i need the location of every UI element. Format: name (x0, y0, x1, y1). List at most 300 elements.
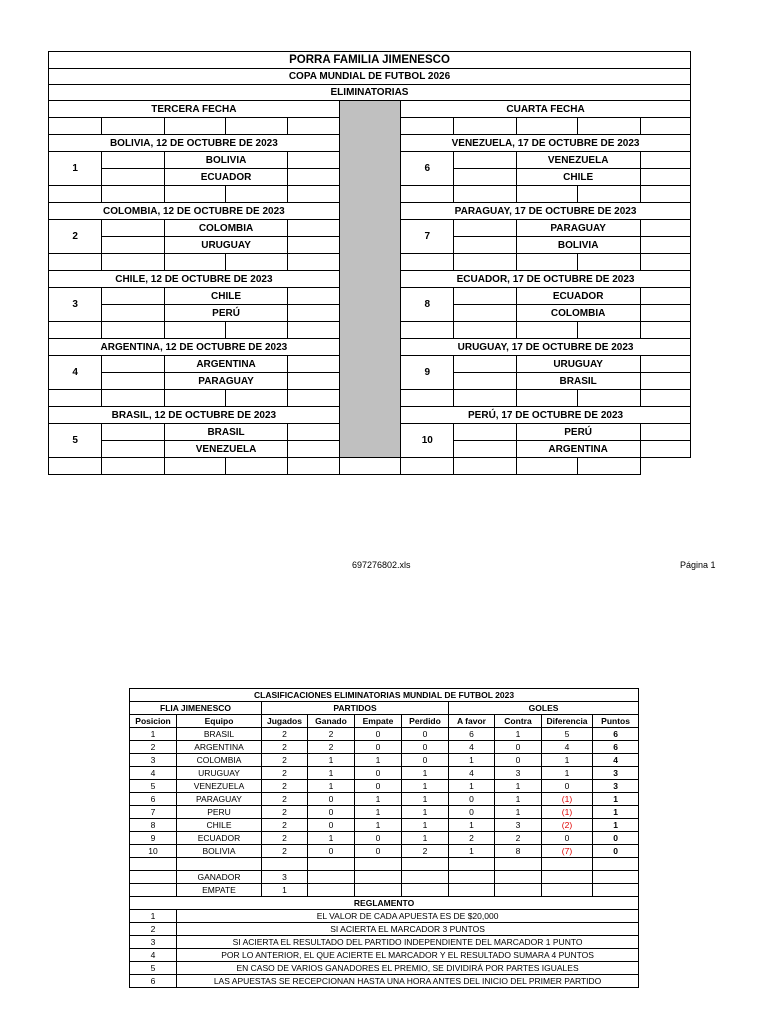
points-cell: 0 (593, 845, 639, 858)
position-cell: 4 (130, 767, 177, 780)
left-number-cell (49, 186, 102, 203)
rule-number: 3 (130, 936, 177, 949)
left-bet-cell (288, 322, 339, 339)
rule-row (130, 923, 639, 936)
rule-text: EN CASO DE VARIOS GANADORES EL PREMIO, SE DIVIDIRÁ POR PARTES IGUALES (177, 962, 639, 975)
team-cell: VENEZUELA (177, 780, 262, 793)
goals-against-cell: 2 (495, 832, 542, 845)
right-bet-cell (516, 458, 577, 475)
goals-against-cell: 1 (495, 728, 542, 741)
rule-text: SI ACIERTA EL RESULTADO DEL PARTIDO INDEPENDIENTE DEL MARCADOR 1 PUNTO (177, 936, 639, 949)
right-match-number: 10 (401, 424, 454, 458)
left-score-cell (102, 424, 164, 441)
left-number-cell (49, 118, 102, 135)
rules-title: REGLAMENTO (130, 897, 639, 910)
right-bet-cell (578, 254, 640, 271)
right-home-team: PERÚ (516, 424, 640, 441)
position-cell: 7 (130, 806, 177, 819)
blank-cell (308, 858, 355, 871)
right-bet-cell (578, 458, 640, 475)
column-header: Ganado (308, 715, 355, 728)
goals-for-cell: 1 (449, 780, 495, 793)
footer-page-number: Página 1 (680, 560, 716, 570)
rule-row (130, 949, 639, 962)
left-bet-cell (288, 186, 339, 203)
blank-cell (402, 871, 449, 884)
right-bet-cell (516, 118, 577, 135)
drawn-cell: 0 (355, 767, 402, 780)
standings-row (130, 806, 639, 819)
goals-for-cell: 2 (449, 832, 495, 845)
points-cell: 4 (593, 754, 639, 767)
left-score-cell (288, 305, 339, 322)
right-bet-cell (516, 322, 577, 339)
center-divider (339, 101, 400, 458)
standings-title-row (130, 689, 639, 702)
blank-cell (308, 871, 355, 884)
right-score-cell (454, 152, 516, 169)
left-bet-cell (102, 254, 164, 271)
lost-cell: 1 (402, 780, 449, 793)
blank-cell (495, 858, 542, 871)
points-label: GANADOR (177, 871, 262, 884)
position-cell: 8 (130, 819, 177, 832)
porra-table (48, 51, 691, 475)
left-number-cell (49, 254, 102, 271)
lost-cell: 0 (402, 754, 449, 767)
blank-cell (495, 871, 542, 884)
rule-text: LAS APUESTAS SE RECEPCIONAN HASTA UNA HORA ANTES DEL INICIO DEL PRIMER PARTIDO (177, 975, 639, 988)
team-cell: ECUADOR (177, 832, 262, 845)
drawn-cell: 0 (355, 845, 402, 858)
points-cell: 3 (593, 767, 639, 780)
won-cell: 1 (308, 780, 355, 793)
goals-for-cell: 1 (449, 819, 495, 832)
left-score-cell (102, 441, 164, 458)
right-score-cell (640, 169, 690, 186)
right-match-venue: URUGUAY, 17 DE OCTUBRE DE 2023 (401, 339, 691, 356)
right-score-cell (454, 288, 516, 305)
right-bet-cell (454, 458, 516, 475)
left-match-number: 2 (49, 220, 102, 254)
blank-cell (542, 884, 593, 897)
rules-title-row (130, 897, 639, 910)
won-cell: 0 (308, 819, 355, 832)
left-score-cell (288, 356, 339, 373)
blank-cell (542, 871, 593, 884)
left-away-team: PARAGUAY (164, 373, 288, 390)
lost-cell: 2 (402, 845, 449, 858)
lost-cell: 0 (402, 728, 449, 741)
left-match-number: 3 (49, 288, 102, 322)
blank-cell (402, 858, 449, 871)
drawn-cell: 0 (355, 728, 402, 741)
position-cell: 1 (130, 728, 177, 741)
lost-cell: 1 (402, 767, 449, 780)
points-cell: 1 (593, 806, 639, 819)
position-cell: 2 (130, 741, 177, 754)
left-bet-cell (164, 390, 225, 407)
goal-difference-cell: 1 (542, 767, 593, 780)
goals-against-cell: 1 (495, 806, 542, 819)
blank-cell (449, 858, 495, 871)
lost-cell: 1 (402, 793, 449, 806)
right-away-team: BRASIL (516, 373, 640, 390)
position-cell: 9 (130, 832, 177, 845)
won-cell: 0 (308, 806, 355, 819)
blank-cell (262, 858, 308, 871)
lost-cell: 0 (402, 741, 449, 754)
right-score-cell (454, 373, 516, 390)
team-cell: CHILE (177, 819, 262, 832)
played-cell: 2 (262, 806, 308, 819)
left-bet-cell (288, 118, 339, 135)
footer-filename: 697276802.xls (352, 560, 411, 570)
left-match-venue: COLOMBIA, 12 DE OCTUBRE DE 2023 (49, 203, 340, 220)
rule-text: EL VALOR DE CADA APUESTA ES DE $20,000 (177, 910, 639, 923)
goals-for-cell: 4 (449, 741, 495, 754)
left-score-cell (102, 288, 164, 305)
right-number-cell (401, 254, 454, 271)
right-bet-cell (640, 186, 690, 203)
column-header: Empate (355, 715, 402, 728)
standings-title: CLASIFICACIONES ELIMINATORIAS MUNDIAL DE FUTBOL 2023 (130, 689, 639, 702)
left-score-cell (288, 169, 339, 186)
rule-text: SI ACIERTA EL MARCADOR 3 PUNTOS (177, 923, 639, 936)
goals-against-cell: 1 (495, 793, 542, 806)
won-cell: 1 (308, 767, 355, 780)
won-cell: 1 (308, 754, 355, 767)
right-home-team: URUGUAY (516, 356, 640, 373)
blank-cell (593, 871, 639, 884)
column-header: Diferencia (542, 715, 593, 728)
goals-against-cell: 8 (495, 845, 542, 858)
left-bet-cell (102, 322, 164, 339)
rule-row (130, 936, 639, 949)
porra-stage: ELIMINATORIAS (49, 85, 691, 101)
column-header: Jugados (262, 715, 308, 728)
blank-cell (593, 858, 639, 871)
drawn-cell: 1 (355, 819, 402, 832)
right-score-cell (454, 441, 516, 458)
left-score-cell (102, 373, 164, 390)
points-cell: 3 (593, 780, 639, 793)
points-row (130, 884, 639, 897)
column-header: Equipo (177, 715, 262, 728)
points-cell: 6 (593, 741, 639, 754)
left-bet-cell (288, 390, 339, 407)
right-score-cell (640, 288, 690, 305)
blank-cell (130, 858, 177, 871)
left-score-cell (102, 356, 164, 373)
played-cell: 2 (262, 780, 308, 793)
right-match-number: 9 (401, 356, 454, 390)
rule-number: 4 (130, 949, 177, 962)
lost-cell: 1 (402, 819, 449, 832)
right-bet-cell (578, 390, 640, 407)
points-label: EMPATE (177, 884, 262, 897)
goal-difference-cell: (1) (542, 793, 593, 806)
won-cell: 0 (308, 845, 355, 858)
played-cell: 2 (262, 741, 308, 754)
blank-cell (308, 884, 355, 897)
won-cell: 2 (308, 728, 355, 741)
goals-against-cell: 0 (495, 741, 542, 754)
left-match-venue: CHILE, 12 DE OCTUBRE DE 2023 (49, 271, 340, 288)
right-match-venue: ECUADOR, 17 DE OCTUBRE DE 2023 (401, 271, 691, 288)
goals-for-cell: 4 (449, 767, 495, 780)
blank-cell (355, 884, 402, 897)
won-cell: 2 (308, 741, 355, 754)
right-home-team: VENEZUELA (516, 152, 640, 169)
blank-cell (130, 871, 177, 884)
goals-for-cell: 1 (449, 754, 495, 767)
column-header: Puntos (593, 715, 639, 728)
goals-against-cell: 0 (495, 754, 542, 767)
standings-row (130, 819, 639, 832)
left-bet-cell (226, 186, 288, 203)
blank-cell (542, 858, 593, 871)
drawn-cell: 1 (355, 806, 402, 819)
goal-difference-cell: (2) (542, 819, 593, 832)
blank-cell (130, 884, 177, 897)
right-bet-cell (516, 254, 577, 271)
position-cell: 5 (130, 780, 177, 793)
rule-row (130, 975, 639, 988)
right-bet-cell (516, 186, 577, 203)
right-number-cell (401, 186, 454, 203)
rule-row (130, 962, 639, 975)
right-away-team: BOLIVIA (516, 237, 640, 254)
right-number-cell (401, 390, 454, 407)
blank-cell (593, 884, 639, 897)
played-cell: 2 (262, 728, 308, 741)
points-cell: 1 (593, 819, 639, 832)
goal-difference-cell: 5 (542, 728, 593, 741)
left-bet-cell (164, 118, 225, 135)
left-bet-cell (102, 186, 164, 203)
column-header: Posicion (130, 715, 177, 728)
played-cell: 2 (262, 819, 308, 832)
group-goals-header: GOLES (449, 702, 639, 715)
right-score-cell (454, 424, 516, 441)
lost-cell: 1 (402, 806, 449, 819)
points-row (130, 871, 639, 884)
right-bet-cell (401, 458, 454, 475)
left-number-cell (49, 458, 102, 475)
right-bet-cell (640, 254, 690, 271)
right-match-number: 8 (401, 288, 454, 322)
goals-for-cell: 0 (449, 793, 495, 806)
drawn-cell: 0 (355, 832, 402, 845)
blank-cell (177, 858, 262, 871)
left-score-cell (102, 237, 164, 254)
won-cell: 1 (308, 832, 355, 845)
subtitle-row (49, 69, 691, 85)
left-bet-cell (226, 118, 288, 135)
left-away-team: VENEZUELA (164, 441, 288, 458)
right-score-cell (640, 305, 690, 322)
stage-row (49, 85, 691, 101)
left-bet-cell (102, 458, 164, 475)
left-match-venue: BRASIL, 12 DE OCTUBRE DE 2023 (49, 407, 340, 424)
right-score-cell (640, 373, 690, 390)
right-match-venue: VENEZUELA, 17 DE OCTUBRE DE 2023 (401, 135, 691, 152)
rule-row (130, 910, 639, 923)
team-cell: ARGENTINA (177, 741, 262, 754)
right-bet-cell (578, 186, 640, 203)
group-matches-header: PARTIDOS (262, 702, 449, 715)
standings-row (130, 780, 639, 793)
left-score-cell (288, 152, 339, 169)
blank-cell (495, 884, 542, 897)
goal-difference-cell: 0 (542, 780, 593, 793)
left-bet-cell (226, 458, 288, 475)
standings-row (130, 728, 639, 741)
right-bet-cell (578, 118, 640, 135)
right-away-team: CHILE (516, 169, 640, 186)
left-home-team: COLOMBIA (164, 220, 288, 237)
standings-row (130, 845, 639, 858)
played-cell: 2 (262, 767, 308, 780)
team-cell: PARAGUAY (177, 793, 262, 806)
points-value: 1 (262, 884, 308, 897)
left-score-cell (288, 424, 339, 441)
lost-cell: 1 (402, 832, 449, 845)
right-score-cell (454, 169, 516, 186)
left-bet-cell (102, 390, 164, 407)
standings-table (129, 688, 639, 988)
position-cell: 3 (130, 754, 177, 767)
won-cell: 0 (308, 793, 355, 806)
left-bet-cell (226, 322, 288, 339)
goal-difference-cell: 0 (542, 832, 593, 845)
left-number-cell (49, 322, 102, 339)
right-bet-cell (454, 118, 516, 135)
team-cell: PERU (177, 806, 262, 819)
left-score-cell (102, 152, 164, 169)
goal-difference-cell: 1 (542, 754, 593, 767)
goal-difference-cell: (1) (542, 806, 593, 819)
right-number-cell (339, 458, 400, 475)
position-cell: 10 (130, 845, 177, 858)
left-home-team: ARGENTINA (164, 356, 288, 373)
right-score-cell (640, 220, 690, 237)
drawn-cell: 0 (355, 741, 402, 754)
left-score-cell (288, 220, 339, 237)
played-cell: 2 (262, 845, 308, 858)
left-score-cell (288, 441, 339, 458)
standings-column-row (130, 715, 639, 728)
right-number-cell (401, 322, 454, 339)
left-date-header: TERCERA FECHA (49, 101, 340, 118)
column-header: A favor (449, 715, 495, 728)
goals-against-cell: 1 (495, 780, 542, 793)
goal-difference-cell: 4 (542, 741, 593, 754)
left-bet-cell (102, 118, 164, 135)
blank-cell (402, 884, 449, 897)
column-header: Contra (495, 715, 542, 728)
left-score-cell (102, 169, 164, 186)
played-cell: 2 (262, 754, 308, 767)
left-away-team: PERÚ (164, 305, 288, 322)
blank-row (130, 858, 639, 871)
standings-row (130, 754, 639, 767)
left-bet-cell (288, 458, 339, 475)
played-cell: 2 (262, 793, 308, 806)
played-cell: 2 (262, 832, 308, 845)
points-cell: 0 (593, 832, 639, 845)
right-home-team: ECUADOR (516, 288, 640, 305)
column-header: Perdido (402, 715, 449, 728)
blank-row (49, 458, 691, 475)
right-score-cell (454, 305, 516, 322)
group-family-header: FLIA JIMENESCO (130, 702, 262, 715)
goal-difference-cell: (7) (542, 845, 593, 858)
goals-for-cell: 0 (449, 806, 495, 819)
goals-for-cell: 1 (449, 845, 495, 858)
left-match-venue: ARGENTINA, 12 DE OCTUBRE DE 2023 (49, 339, 340, 356)
standings-sheet (129, 688, 639, 988)
standings-row (130, 741, 639, 754)
right-score-cell (640, 237, 690, 254)
goals-against-cell: 3 (495, 767, 542, 780)
goals-against-cell: 3 (495, 819, 542, 832)
right-home-team: PARAGUAY (516, 220, 640, 237)
date-header-row (49, 101, 691, 118)
title-row (49, 52, 691, 69)
drawn-cell: 1 (355, 793, 402, 806)
left-match-venue: BOLIVIA, 12 DE OCTUBRE DE 2023 (49, 135, 340, 152)
right-bet-cell (516, 390, 577, 407)
right-score-cell (640, 441, 690, 458)
right-match-number: 7 (401, 220, 454, 254)
rule-number: 2 (130, 923, 177, 936)
points-cell: 1 (593, 793, 639, 806)
left-bet-cell (164, 254, 225, 271)
right-score-cell (454, 220, 516, 237)
team-cell: BOLIVIA (177, 845, 262, 858)
left-score-cell (288, 288, 339, 305)
porra-sheet (48, 51, 691, 475)
points-value: 3 (262, 871, 308, 884)
standings-group-row (130, 702, 639, 715)
left-away-team: ECUADOR (164, 169, 288, 186)
standings-row (130, 793, 639, 806)
right-score-cell (640, 152, 690, 169)
right-bet-cell (454, 186, 516, 203)
blank-cell (355, 871, 402, 884)
team-cell: BRASIL (177, 728, 262, 741)
drawn-cell: 0 (355, 780, 402, 793)
rule-number: 5 (130, 962, 177, 975)
left-home-team: BRASIL (164, 424, 288, 441)
left-home-team: CHILE (164, 288, 288, 305)
rule-number: 1 (130, 910, 177, 923)
points-cell: 6 (593, 728, 639, 741)
left-score-cell (102, 305, 164, 322)
porra-title: PORRA FAMILIA JIMENESCO (49, 52, 691, 69)
right-score-cell (640, 356, 690, 373)
right-bet-cell (454, 254, 516, 271)
left-score-cell (288, 237, 339, 254)
left-score-cell (102, 220, 164, 237)
left-match-number: 4 (49, 356, 102, 390)
left-bet-cell (288, 254, 339, 271)
blank-cell (355, 858, 402, 871)
left-number-cell (49, 390, 102, 407)
right-bet-cell (640, 390, 690, 407)
